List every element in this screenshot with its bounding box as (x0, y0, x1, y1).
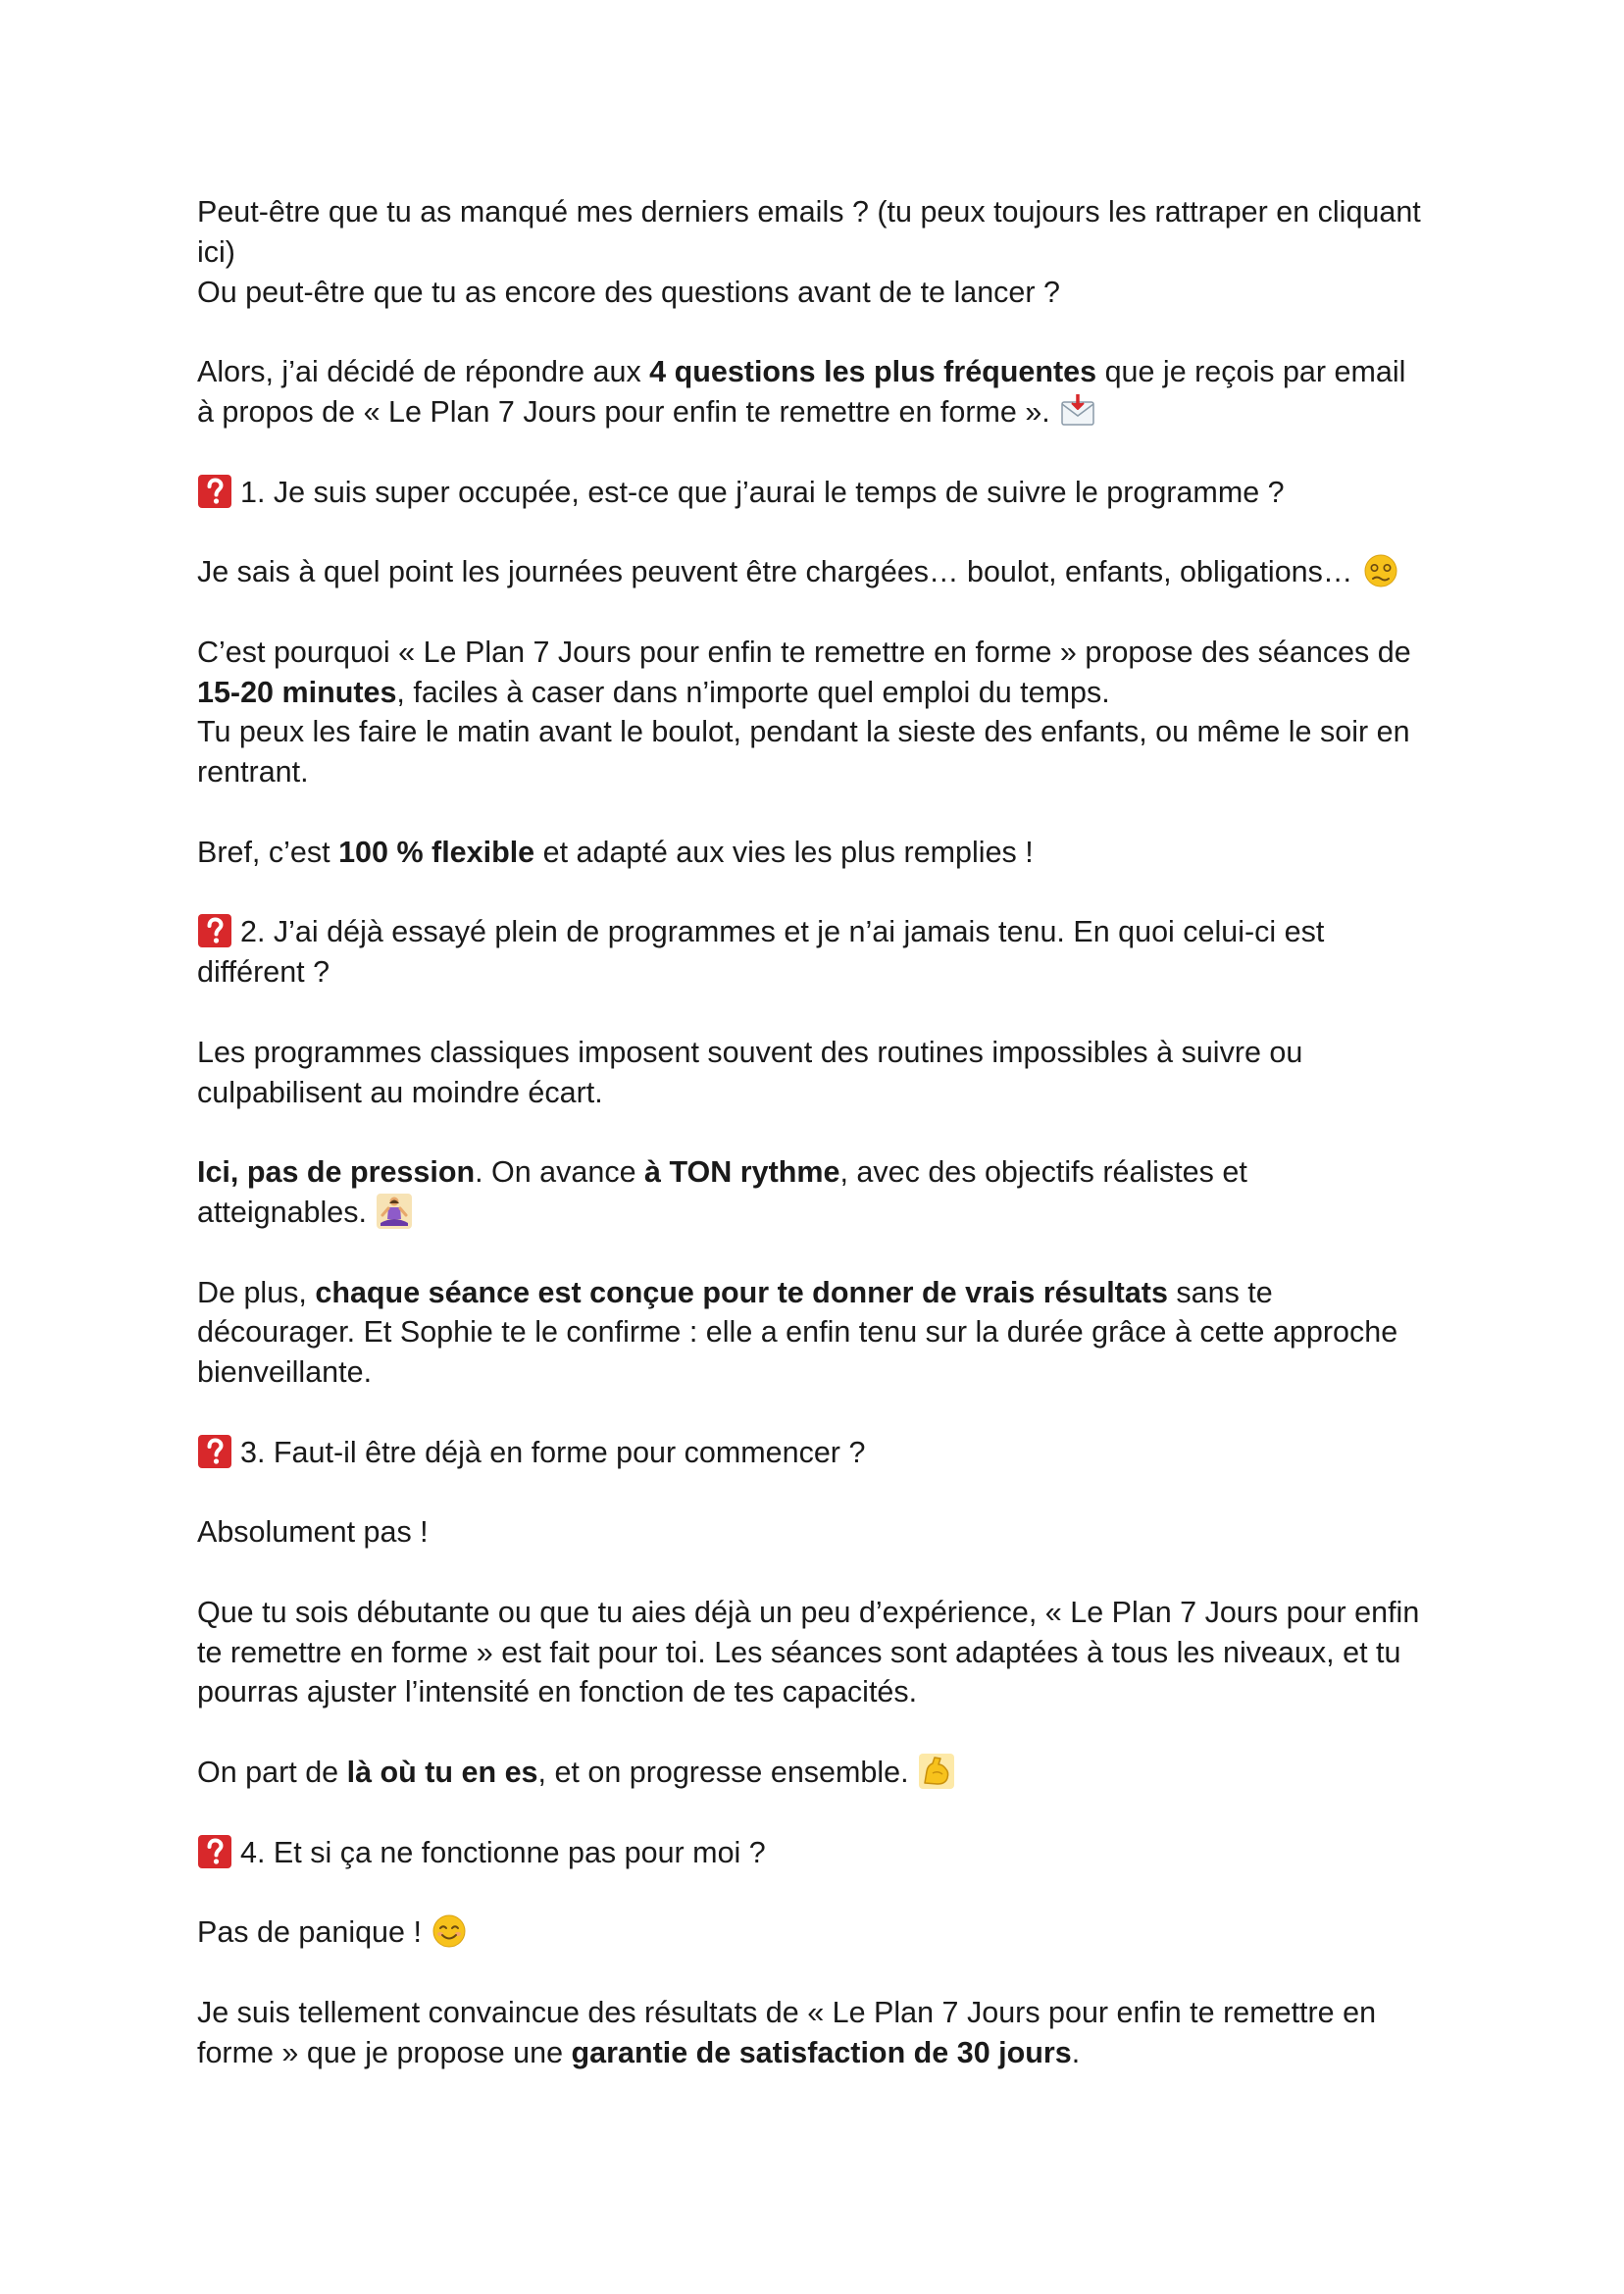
smiling-face-icon (431, 1913, 467, 1949)
question-4-title: 4. Et si ça ne fonctionne pas pour moi ? (197, 1833, 1443, 1873)
q2-paragraph-3: De plus, chaque séance est conçue pour te donner de vrais résultats sans te décourager. Et Sophie te le confirme : elle a enfin tenu sur la durée grâce à cette approche bienveillante. (197, 1275, 1398, 1390)
q3-paragraph-2: Que tu sois débutante ou que tu aies déjà un peu d’expérience, « Le Plan 7 Jours pour enfin te remettre en forme » est fait pour toi. Les séances sont adaptées à tous les niveaux, et tu pourras ajuster l’intensité en fonction de tes capacités. (197, 1595, 1420, 1709)
q4-paragraph-2: Je suis tellement convaincue des résultats de « Le Plan 7 Jours pour enfin te remettre en forme » que je propose une garantie de satisfaction de 30 jours. (197, 1995, 1377, 2069)
alors-line-2: à propos de « Le Plan 7 Jours pour enfin te remettre en forme ». (197, 392, 1443, 433)
intro-line-3: Ou peut-être que tu as encore des questions avant de te lancer ? (197, 275, 1060, 309)
bold-guarantee: garantie de satisfaction de 30 jours (571, 2035, 1072, 2069)
red-question-mark-icon (197, 474, 232, 509)
bold-duration: 15-20 minutes (197, 675, 397, 709)
bold-four-questions: 4 questions les plus fréquentes (649, 355, 1097, 389)
red-question-mark-icon (197, 913, 232, 948)
question-1-title: 1. Je suis super occupée, est-ce que j’aurai le temps de suivre le programme ? (197, 473, 1443, 513)
q1-paragraph-2: C’est pourquoi « Le Plan 7 Jours pour enfin te remettre en forme » propose des séances de 15-20 minutes, faciles à caser dans n’importe quel emploi du temps. Tu peux les faire le matin avant le boulot, pendant la sieste des enfants, ou même le soir en rentrant. (197, 635, 1411, 790)
q3-paragraph-1: Absolument pas ! (197, 1515, 429, 1550)
flexed-biceps-icon (919, 1754, 954, 1789)
bold-real-results: chaque séance est conçue pour te donner de vrais résultats (315, 1275, 1168, 1309)
intro-paragraph (197, 192, 1443, 312)
q3-paragraph-3: On part de là où tu en es, et on progresse ensemble. (197, 1753, 1443, 1793)
document-page (197, 192, 1443, 2072)
bold-no-pressure: Ici, pas de pression (197, 1155, 476, 1190)
woozy-face-icon (1363, 553, 1398, 588)
question-3-title: 3. Faut-il être déjà en forme pour commencer ? (197, 1433, 1443, 1473)
bold-flexible: 100 % flexible (338, 835, 535, 869)
red-question-mark-icon (197, 1834, 232, 1869)
q1-paragraph-1: Je sais à quel point les journées peuvent être chargées… boulot, enfants, obligations… (197, 552, 1443, 592)
q2-paragraph-1: Les programmes classiques imposent souvent des routines impossibles à suivre ou culpabilisent au moindre écart. (197, 1035, 1303, 1109)
bold-where-you-are: là où tu en es (346, 1756, 538, 1790)
q4-paragraph-1: Pas de panique ! (197, 1912, 1443, 1953)
envelope-arrow-icon (1060, 393, 1095, 429)
red-question-mark-icon (197, 1434, 232, 1469)
q2-paragraph-2: Ici, pas de pression. On avance à TON rythme, avec des objectifs réalistes et atteignables. (197, 1155, 1247, 1229)
person-in-lotus-position-icon (377, 1194, 412, 1229)
bold-your-rhythm: à TON rythme (644, 1155, 840, 1190)
intro-line-2: ici) (197, 234, 235, 269)
alors-paragraph (197, 352, 1443, 433)
intro-line-1: Peut-être que tu as manqué mes derniers emails ? (tu peux toujours les rattraper en cliquant (197, 195, 1421, 229)
question-2-title: 2. J’ai déjà essayé plein de programmes et je n’ai jamais tenu. En quoi celui-ci est différent ? (197, 915, 1325, 990)
q1-paragraph-3: Bref, c’est 100 % flexible et adapté aux vies les plus remplies ! (197, 835, 1034, 869)
alors-line-1: Alors, j’ai décidé de répondre aux 4 questions les plus fréquentes que je reçois par email (197, 355, 1406, 389)
